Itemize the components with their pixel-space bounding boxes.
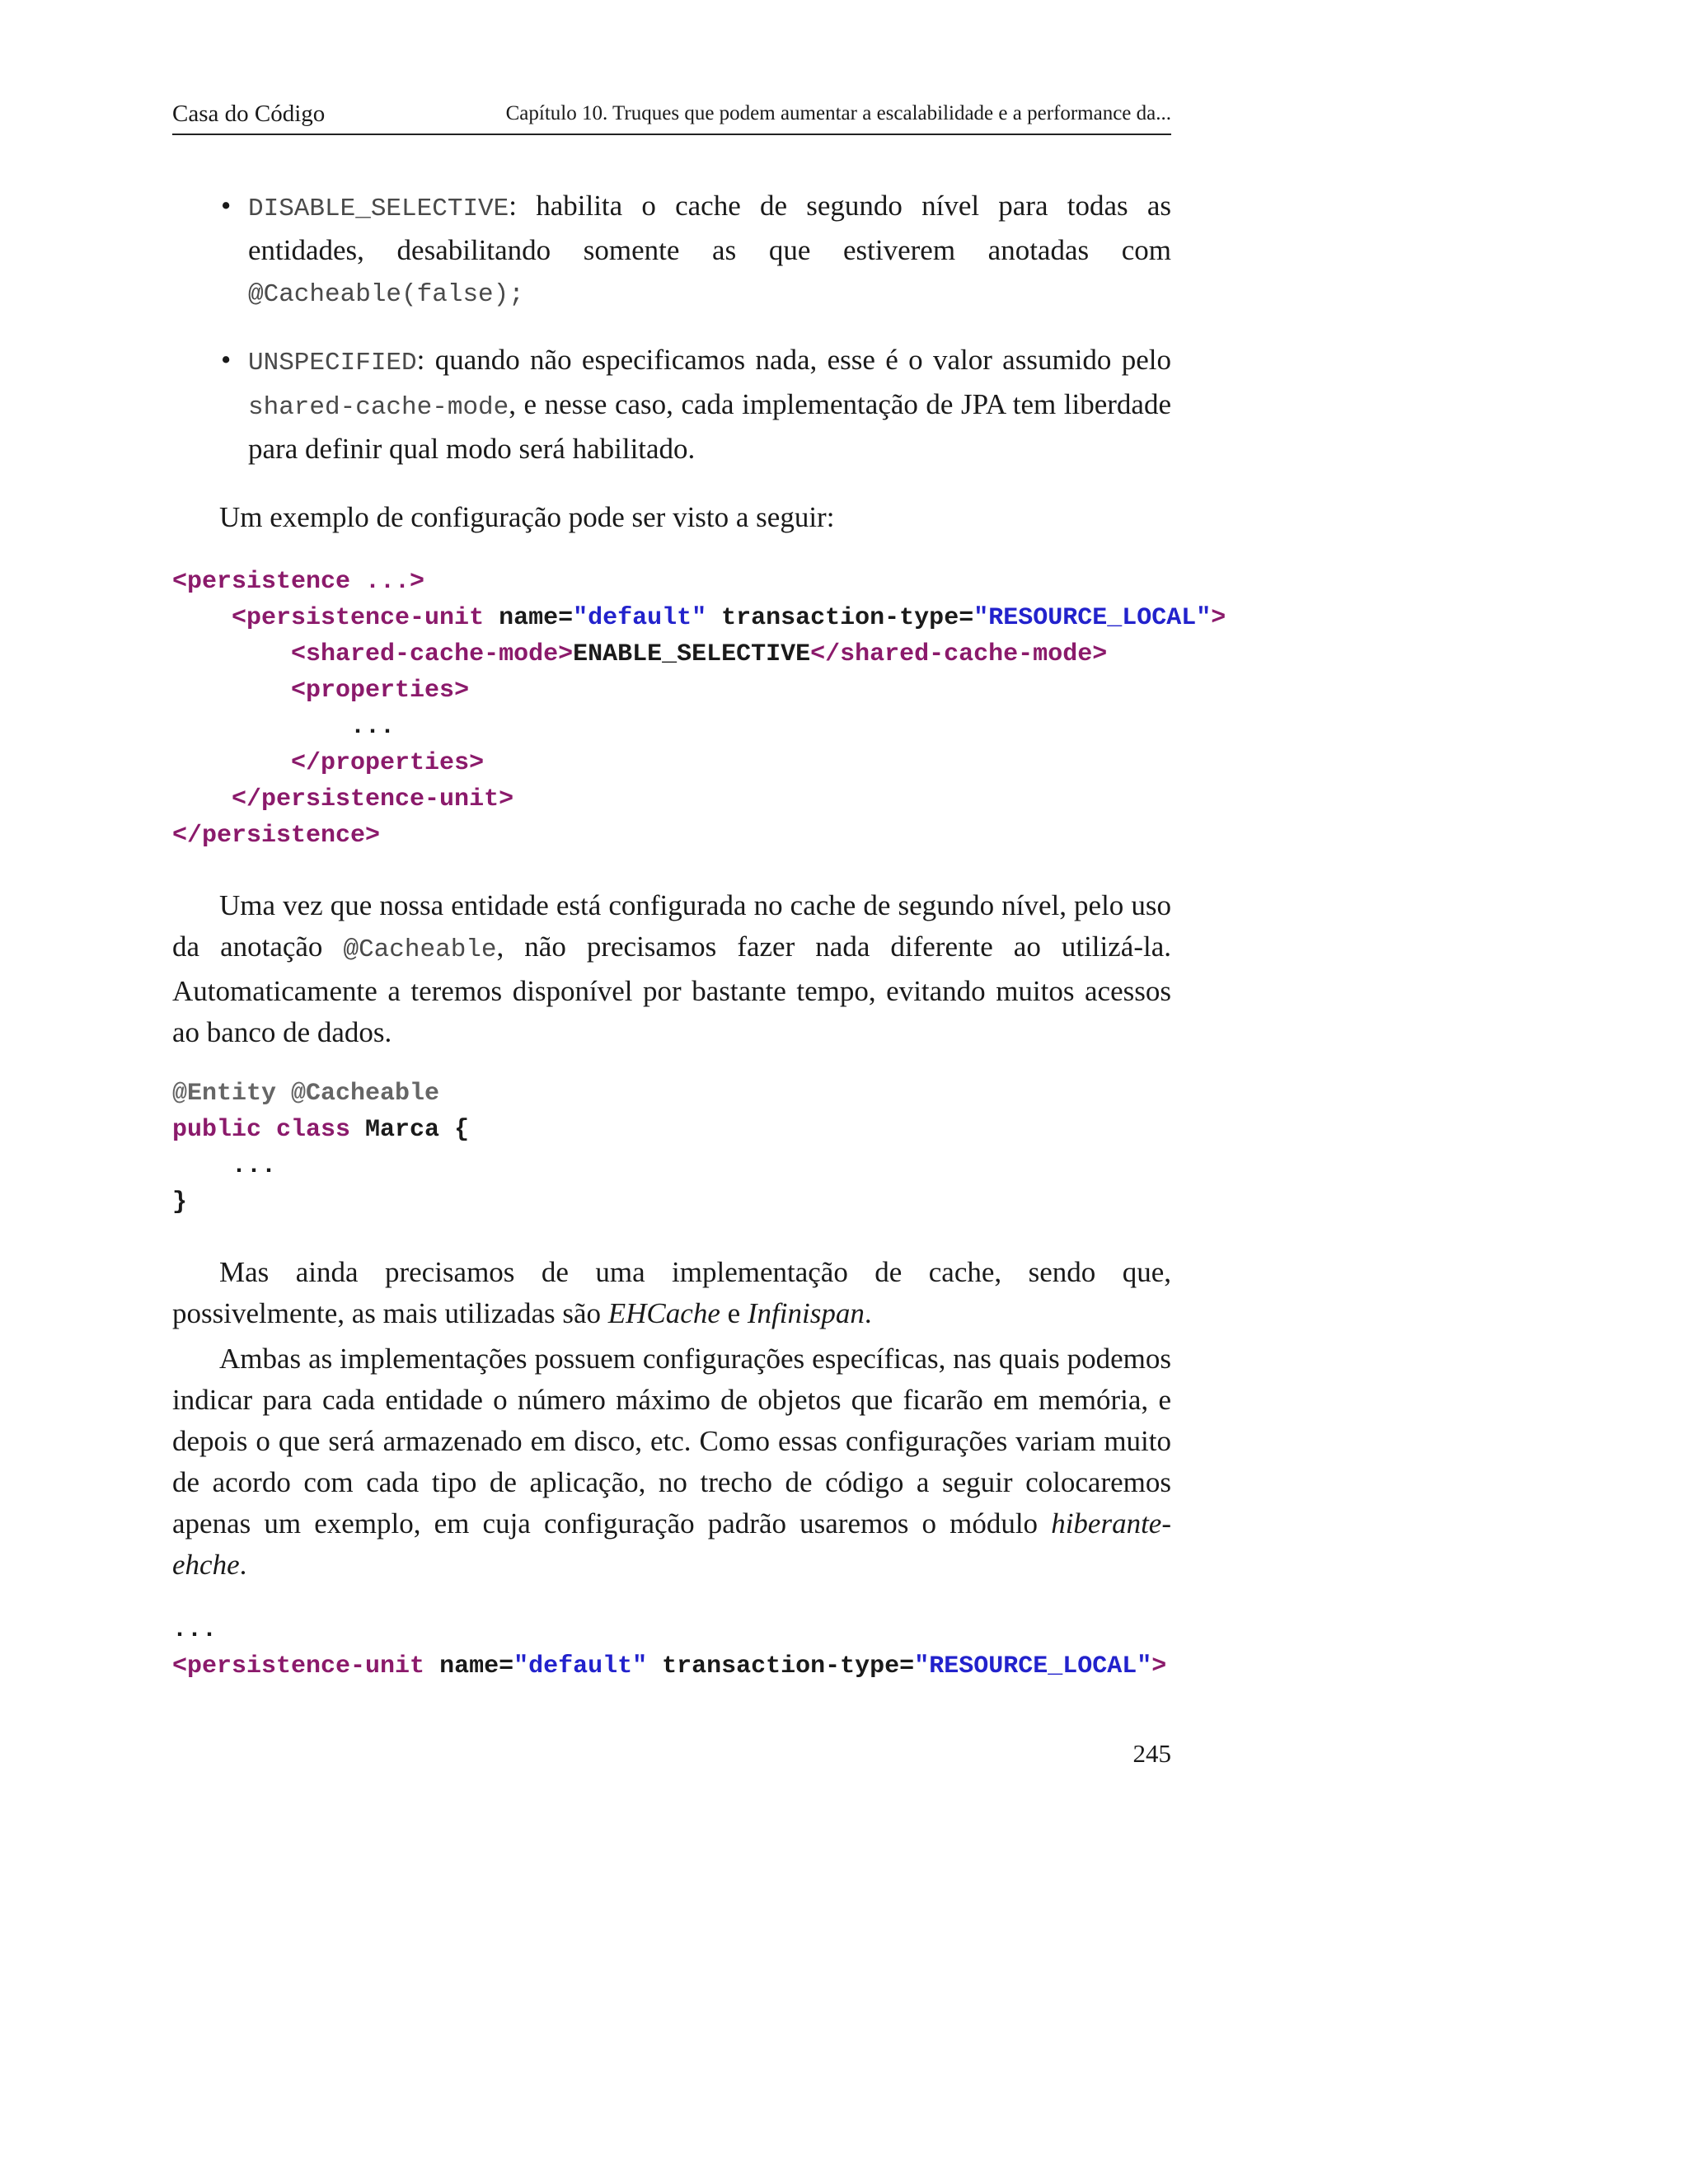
code-block-java [172,1076,469,1221]
code-line: ... [232,1152,277,1180]
code-line: <persistence ...> [172,568,425,596]
header-chapter-title: Capítulo 10. Truques que podem aumentar a escalabilidade e a performance da... [505,102,1171,124]
list-item [219,185,1171,316]
header-book-title: Casa do Código [172,101,326,127]
code-block-xml [172,564,1226,854]
code-line: public class Marca { [172,1116,470,1144]
bullet-icon: • [221,344,232,376]
inline-code: @Cacheable [343,935,497,964]
code-line: ... [350,713,396,741]
code-block-xml [172,1612,1166,1685]
code-line: </persistence> [172,822,381,850]
inline-code: shared-cache-mode [248,393,509,422]
inline-code: @Cacheable(false); [248,280,524,309]
code-line: <persistence-unit name="default" transaction-type="RESOURCE_LOCAL"> [172,1652,1167,1680]
code-line: <shared-cache-mode>ENABLE_SELECTIVE</shared-cache-mode> [291,640,1108,668]
bullet-list [219,185,1171,494]
inline-code: UNSPECIFIED [248,349,417,377]
code-line: } [172,1188,188,1216]
inline-code: DISABLE_SELECTIVE [248,194,509,223]
code-line: <persistence-unit name="default" transaction-type="RESOURCE_LOCAL"> [232,604,1226,632]
paragraph: Uma vez que nossa entidade está configurada no cache de segundo nível, pelo uso da anotação @Cacheable, não precisamos fazer nada diferente ao utilizá-la. Automaticamente a teremos disponível por bastante tempo, evitando muitos acessos ao banco de dados. [172,889,1171,1048]
list-item-text: : quando não especificamos nada, esse é o valor assumido pelo [416,344,1171,376]
paragraph: Ambas as implementações possuem configurações específicas, nas quais podemos indicar para cada entidade o número máximo de objetos que ficarão em memória, e depois o que será armazenado em disco, etc. Como essas configurações variam muito de acordo com cada tipo de aplicação, no trecho de código a seguir colocaremos apenas um exemplo, em cuja configuração padrão usaremos o módulo hiberante-ehche. [172,1343,1171,1581]
paragraph: Um exemplo de configuração pode ser visto a seguir: [219,501,835,533]
paragraph: Mas ainda precisamos de uma implementação de cache, sendo que, possivelmente, as mais utilizadas são EHCache e Infinispan. [172,1256,1171,1329]
code-line: @Entity @Cacheable [172,1080,440,1108]
code-line: <properties> [291,677,470,705]
code-line: ... [172,1616,218,1644]
list-item-text: , e nesse caso, cada implementação de JPA tem liberdade para definir qual modo será habilitado. [248,388,1171,465]
code-line: </properties> [291,749,485,777]
running-header [172,97,1171,135]
code-line: </persistence-unit> [232,785,514,813]
bullet-icon: • [221,190,232,222]
page-number: 245 [1132,1739,1171,1768]
list-item-text: : habilita o cache de segundo nível para todas as entidades, desabilitando somente as que estiverem anotadas com [248,190,1171,266]
list-item [219,340,1171,470]
